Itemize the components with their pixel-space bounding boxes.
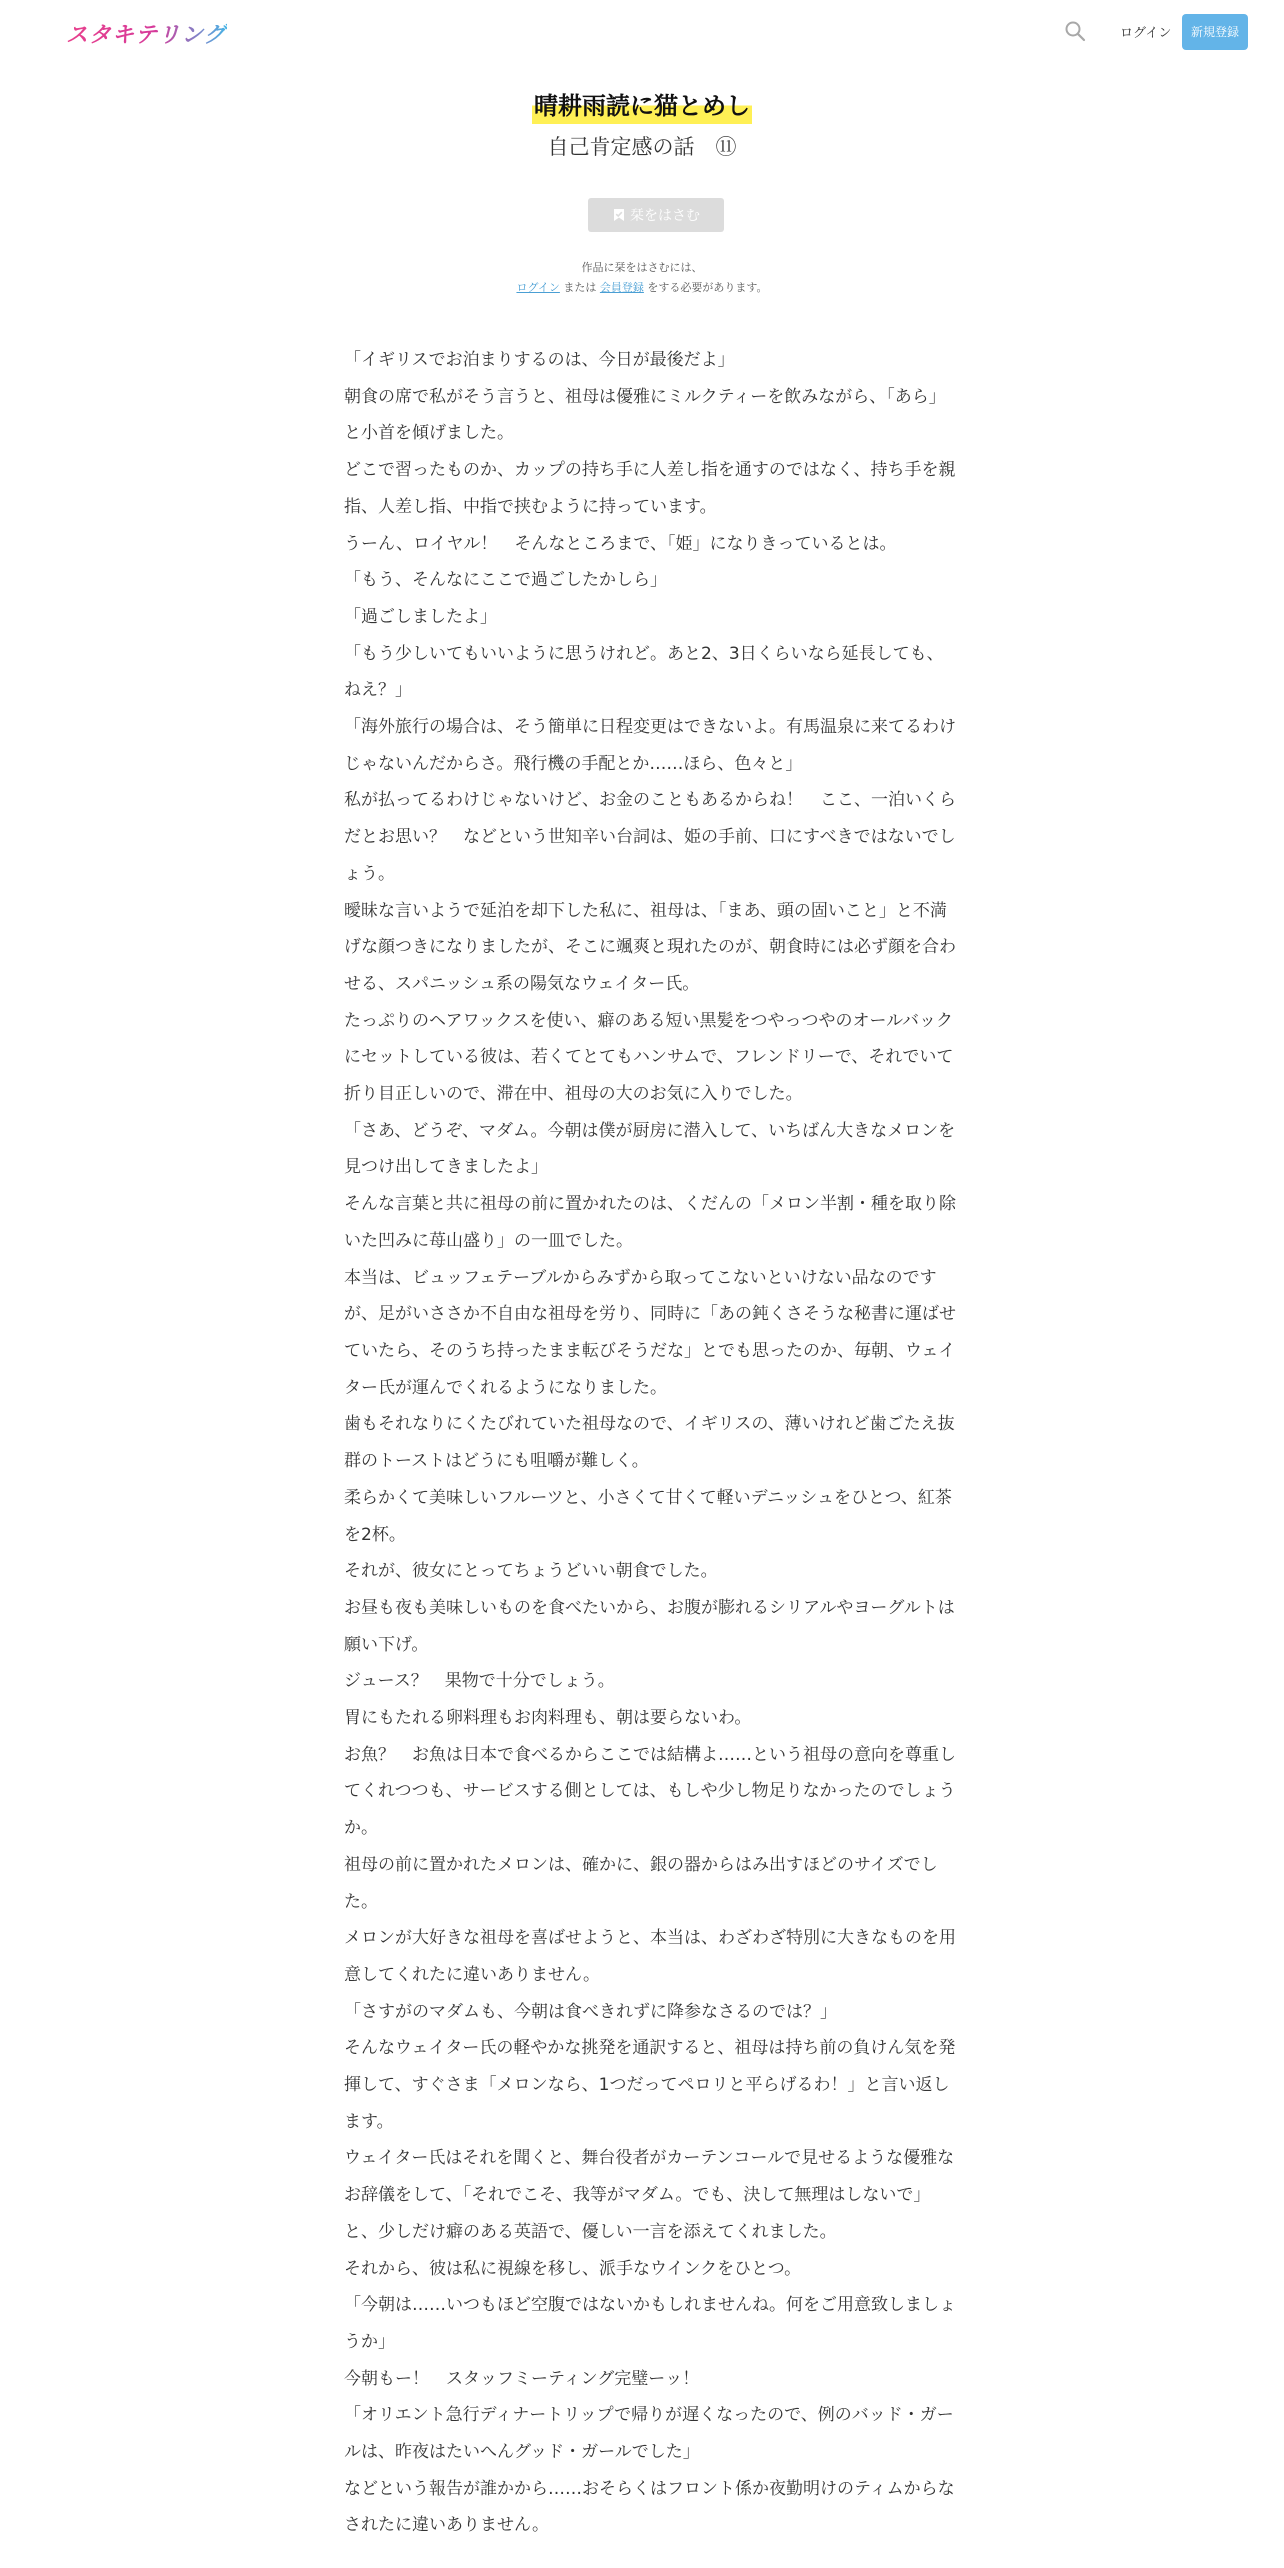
body-paragraph: 「イギリスでお泊まりするのは、今日が最後だよ」 <box>344 350 735 370</box>
body-paragraph: ウェイター氏はそれを聞くと、舞台役者がカーテンコールで見せるような優雅なお辞儀をして、「それでこそ、我等がマダム。でも、決して無理はしないで」と、少しだけ癖のある英語で、優しい一言を添えてくれました。 <box>344 2148 955 2242</box>
body-paragraph: 祖母の前に置かれたメロンは、確かに、銀の器からはみ出すほどのサイズでした。 <box>344 1854 938 1912</box>
body-paragraph: 「もう少しいてもいいように思うけれど。あと2、3日くらいなら延長しても、ねえ？」 <box>344 643 944 701</box>
body-paragraph: 曖昧な言いようで延泊を却下した私に、祖母は、「まあ、頭の固いこと」と不満げな顔つきになりましたが、そこに颯爽と現れたのが、朝食時には必ず顔を合わせる、スパニッシュ系の陽気なウェイター氏。 <box>344 900 956 994</box>
body-paragraph: ジュース？ 果物で十分でしょう。 <box>344 1671 615 1692</box>
body-paragraph: メロンが大好きな祖母を喜ばせようと、本当は、わざわざ特別に大きなものを用意してくれたに違いありません。 <box>344 1928 956 1985</box>
body-paragraph: 歯もそれなりにくたびれていた祖母なので、イギリスの、薄いけれど歯ごたえ抜群のトーストはどうにも咀嚼が難しく。 <box>344 1414 955 1472</box>
body-paragraph: それから、彼は私に視線を移し、派手なウインクをひとつ。 <box>344 2258 802 2279</box>
body-paragraph: 「さあ、どうぞ、マダム。今朝は僕が厨房に潜入して、いちばん大きなメロンを見つけ出してきましたよ」 <box>344 1120 956 1178</box>
body-paragraph: お昼も夜も美味しいものを食べたいから、お腹が膨れるシリアルやヨーグルトは願い下げ。 <box>344 1597 955 1655</box>
body-paragraph: 「過ごしましたよ」 <box>344 606 497 627</box>
episode-body <box>344 342 956 2544</box>
body-paragraph: 「さすがのマダムも、今朝は食べきれずに降参なさるのでは？」 <box>344 2001 837 2022</box>
body-paragraph: 柔らかくて美味しいフルーツと、小さくて甘くて軽いデニッシュをひとつ、紅茶を2杯。 <box>344 1487 952 1545</box>
bookmark-note-line1: 作品に栞をはさむには、 <box>581 261 703 274</box>
body-paragraph: 朝食の席で私がそう言うと、祖母は優雅にミルクティーを飲みながら、「あら」と小首を傾げました。 <box>344 386 946 444</box>
note-or-text: または <box>563 281 597 294</box>
body-paragraph: お魚？ お魚は日本で食べるからここでは結構よ……という祖母の意向を尊重してくれつつも、サービスする側としては、もしや少し物足りなかったのでしょうか。 <box>344 1744 956 1839</box>
site-header <box>0 0 1284 64</box>
body-paragraph: 今朝もー！ スタッフミーティング完璧ーッ！ <box>344 2368 700 2389</box>
body-paragraph: 「海外旅行の場合は、そう簡単に日程変更はできないよ。有馬温泉に来てるわけじゃないんだからさ。飛行機の手配とか……ほら、色々と」 <box>344 717 956 774</box>
work-title[interactable]: 晴耕雨読に猫とめし <box>532 88 752 124</box>
bookmark-button[interactable] <box>588 198 724 232</box>
body-paragraph: そんなウェイター氏の軽やかな挑発を通訳すると、祖母は持ち前の負けん気を発揮して、すぐさま「メロンなら、1つだってペロリと平らげるわ！」と言い返します。 <box>344 2038 956 2132</box>
bookmark-note-line2 <box>0 278 1284 298</box>
episode-title: 自己肯定感の話 ⑪ <box>547 135 737 159</box>
note-suffix-text: をする必要があります。 <box>647 281 768 294</box>
signup-button[interactable]: 新規登録 <box>1182 14 1248 50</box>
body-paragraph: 「オリエント急行ディナートリップで帰りが遅くなったので、例のバッド・ガールは、昨夜はたいへんグッド・ガールでした」 <box>344 2405 954 2463</box>
body-paragraph: 本当は、ビュッフェテーブルからみずから取ってこないといけない品なのですが、足がいささか不自由な祖母を労り、同時に「あの鈍くさそうな秘書に運ばせていたら、そのうち持ったまま転びそうだな」とでも思ったのか、毎朝、ウェイター氏が運んでくれるようになりました。 <box>344 1267 956 1398</box>
site-logo[interactable]: スタキテリング <box>66 18 227 49</box>
body-paragraph: どこで習ったものか、カップの持ち手に人差し指を通すのではなく、持ち手を親指、人差し指、中指で挟むように持っています。 <box>344 460 956 517</box>
body-paragraph: 私が払ってるわけじゃないけど、お金のこともあるからね！ ここ、一泊いくらだとお思い？ などという世知辛い台詞は、姫の手前、口にすべきではないでしょう。 <box>344 790 956 884</box>
bookmark-icon <box>612 208 626 222</box>
login-link[interactable]: ログイン <box>1120 26 1172 41</box>
work-title-container <box>0 88 1284 124</box>
body-paragraph: うーん、ロイヤル！ そんなところまで、「姫」になりきっているとは。 <box>344 533 897 554</box>
body-paragraph: それが、彼女にとってちょうどいい朝食でした。 <box>344 1561 718 1582</box>
body-paragraph: たっぷりのヘアワックスを使い、癖のある短い黒髪をつやっつやのオールバックにセットしている彼は、若くてとてもハンサムで、フレンドリーで、それでいて折り目正しいので、滞在中、祖母の大のお気に入りでした。 <box>344 1010 954 1105</box>
body-paragraph: そんな言葉と共に祖母の前に置かれたのは、くだんの「メロン半割・種を取り除いた凹みに苺山盛り」の一皿でした。 <box>344 1194 956 1251</box>
bookmark-button-label: 栞をはさむ <box>630 208 700 224</box>
body-paragraph: 「もう、そんなにここで過ごしたかしら」 <box>344 570 667 591</box>
search-icon[interactable] <box>1064 20 1086 42</box>
body-paragraph: などという報告が誰かから……おそらくはフロント係か夜勤明けのティムからなされたに違いありません。 <box>344 2478 955 2536</box>
body-paragraph: 胃にもたれる卵料理もお肉料理も、朝は要らないわ。 <box>344 1708 752 1729</box>
note-login-link[interactable]: ログイン <box>516 281 560 294</box>
body-paragraph: 「今朝は……いつもほど空腹ではないかもしれませんね。何をご用意致しましょうか」 <box>344 2295 956 2352</box>
note-register-link[interactable]: 会員登録 <box>599 281 644 294</box>
bookmark-note <box>0 258 1284 298</box>
episode-title-container <box>0 130 1284 164</box>
